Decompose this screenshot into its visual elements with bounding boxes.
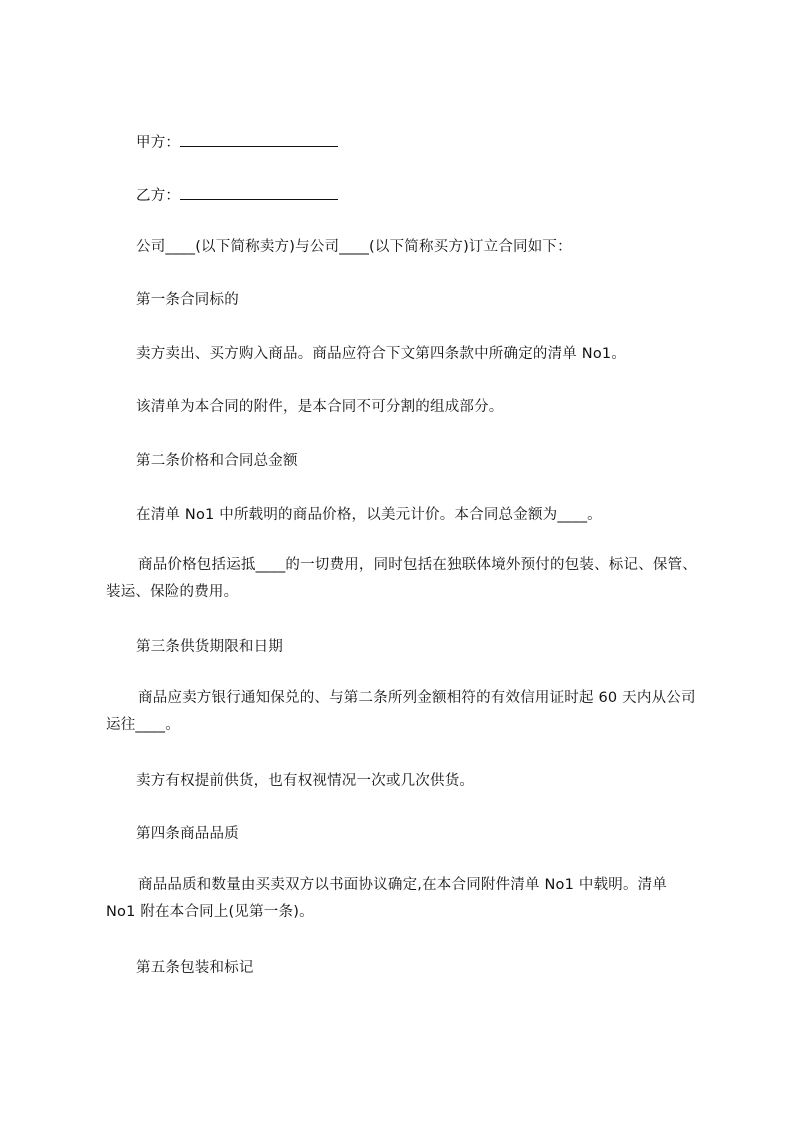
party-a-line [136, 132, 338, 153]
article4-title: 第四条商品品质 [136, 826, 239, 842]
article3-paragraph-1: 商品应卖方银行通知保兑的、与第二条所列金额相符的有效信用证时起 60 天内从公司运往____。 [106, 690, 696, 733]
article4-paragraph-1: 商品品质和数量由买卖双方以书面协议确定,在本合同附件清单 No1 中载明。清单 No1 附在本合同上(见第一条)。 [106, 877, 668, 920]
article1-paragraph-2: 该清单为本合同的附件，是本合同不可分割的组成部分。 [136, 399, 504, 415]
article3-title: 第三条供货期限和日期 [136, 639, 283, 655]
article1-title: 第一条合同标的 [136, 292, 239, 308]
article5-title: 第五条包装和标记 [136, 960, 254, 976]
article2-paragraph-2: 商品价格包括运抵____的一切费用，同时包括在独联体境外预付的包装、标记、保管、装运、保险的费用。 [106, 557, 697, 600]
article3-paragraph-2: 卖方有权提前供货，也有权视情况一次或几次供货。 [136, 773, 475, 789]
intro-paragraph: 公司____(以下简称卖方)与公司____(以下简称买方)订立合同如下： [136, 239, 572, 255]
party-a-blank [180, 132, 338, 147]
article1-paragraph-1: 卖方卖出、买方购入商品。商品应符合下文第四条款中所确定的清单 No1。 [136, 346, 627, 362]
article2-title: 第二条价格和合同总金额 [136, 453, 298, 469]
party-b-line [136, 185, 338, 206]
party-b-label: 乙方： [136, 188, 181, 204]
party-b-blank [180, 185, 338, 200]
party-a-label: 甲方： [136, 135, 181, 151]
article2-paragraph-1: 在清单 No1 中所载明的商品价格，以美元计价。本合同总金额为____。 [136, 507, 602, 523]
